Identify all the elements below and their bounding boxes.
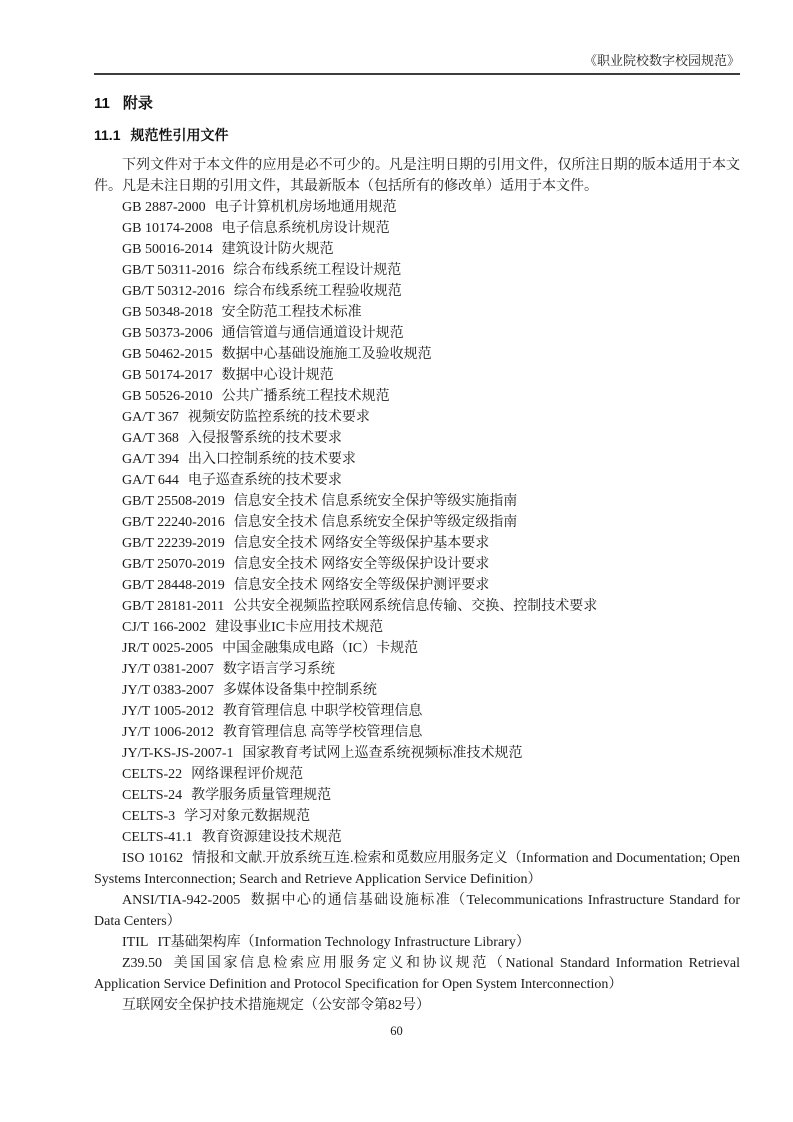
- reference-item: [94, 932, 740, 953]
- reference-code: CELTS-3: [122, 809, 176, 824]
- reference-code: GB 50348-2018: [122, 305, 213, 320]
- reference-item: [94, 512, 740, 533]
- reference-title: 公共安全视频监控联网系统信息传输、交换、控制技术要求: [233, 599, 598, 614]
- reference-item: [94, 827, 740, 848]
- reference-item: [94, 533, 740, 554]
- reference-code: GB/T 25070-2019: [122, 557, 225, 572]
- subsection-number: 11.1: [94, 127, 121, 143]
- reference-title: 综合布线系统工程设计规范: [233, 263, 402, 278]
- reference-title: 国家教育考试网上巡查系统视频标准技术规范: [242, 746, 523, 761]
- reference-title: 出入口控制系统的技术要求: [187, 452, 356, 467]
- reference-title: 数据中心基础设施施工及验收规范: [221, 347, 432, 362]
- reference-code: GB/T 50312-2016: [122, 284, 225, 299]
- reference-item: [94, 680, 740, 701]
- reference-item: [94, 197, 740, 218]
- reference-title: 电子计算机机房场地通用规范: [214, 200, 397, 215]
- reference-title: 美国国家信息检索应用服务定义和协议规范（National Standard Information Retrieval Application Service Definition and Protocol Specification for Open System Interconnection）: [94, 956, 740, 992]
- running-header-title: 《职业院校数字校园规范》: [583, 53, 740, 68]
- reference-item: [94, 806, 740, 827]
- reference-item: [94, 260, 740, 281]
- reference-code: JR/T 0025-2005: [122, 641, 214, 656]
- reference-item: [94, 407, 740, 428]
- intro-paragraph: 下列文件对于本文件的应用是必不可少的。凡是注明日期的引用文件，仅所注日期的版本适用于本文件。凡是未注日期的引用文件，其最新版本（包括所有的修改单）适用于本文件。: [94, 158, 740, 194]
- reference-title: 数据中心设计规范: [221, 368, 334, 383]
- reference-code: GB/T 50311-2016: [122, 263, 225, 278]
- reference-title: 网络课程评价规范: [191, 767, 304, 782]
- reference-code: CELTS-22: [122, 767, 183, 782]
- reference-item: [94, 365, 740, 386]
- reference-code: GA/T 644: [122, 473, 179, 488]
- section-heading: [94, 95, 740, 112]
- reference-title: 安全防范工程技术标准: [221, 305, 362, 320]
- page-number: 60: [390, 1024, 403, 1038]
- reference-code: GB 50462-2015: [122, 347, 213, 362]
- reference-code: CELTS-41.1: [122, 830, 193, 845]
- reference-title: 公共广播系统工程技术规范: [221, 389, 390, 404]
- reference-item: [94, 638, 740, 659]
- reference-code: GB 10174-2008: [122, 221, 213, 236]
- reference-title: 视频安防监控系统的技术要求: [187, 410, 370, 425]
- reference-code: ISO 10162: [122, 851, 184, 866]
- reference-title: 入侵报警系统的技术要求: [187, 431, 342, 446]
- subsection-title: 规范性引用文件: [130, 127, 229, 143]
- section-title: 附录: [122, 95, 153, 112]
- reference-code: GB/T 22240-2016: [122, 515, 225, 530]
- reference-item: [94, 743, 740, 764]
- reference-title: 教育资源建设技术规范: [201, 830, 342, 845]
- reference-code: ANSI/TIA-942-2005: [122, 893, 241, 908]
- reference-code: Z39.50: [122, 956, 163, 971]
- reference-item: [94, 428, 740, 449]
- reference-code: GB 2887-2000: [122, 200, 206, 215]
- reference-title: 信息安全技术 信息系统安全保护等级定级指南: [233, 515, 518, 530]
- reference-item: [94, 575, 740, 596]
- reference-code: GA/T 368: [122, 431, 179, 446]
- reference-title: 信息安全技术 网络安全等级保护基本要求: [233, 536, 490, 551]
- reference-code: GB 50373-2006: [122, 326, 213, 341]
- reference-code: JY/T-KS-JS-2007-1: [122, 746, 234, 761]
- section-number: 11: [94, 95, 110, 112]
- reference-item: [94, 554, 740, 575]
- running-header: [94, 53, 740, 69]
- references-list: [94, 197, 740, 1016]
- reference-title: IT基础架构库（Information Technology Infrastructure Library）: [157, 935, 530, 950]
- reference-title: 通信管道与通信通道设计规范: [221, 326, 404, 341]
- reference-title: 教学服务质量管理规范: [191, 788, 332, 803]
- reference-title: 多媒体设备集中控制系统: [222, 683, 377, 698]
- reference-title: 教育管理信息 中职学校管理信息: [222, 704, 423, 719]
- reference-code: GB/T 28181-2011: [122, 599, 225, 614]
- reference-title: 建设事业IC卡应用技术规范: [215, 620, 384, 635]
- reference-item: [94, 281, 740, 302]
- reference-title: 信息安全技术 网络安全等级保护设计要求: [233, 557, 490, 572]
- reference-item: [94, 764, 740, 785]
- reference-item: [94, 218, 740, 239]
- reference-item: [94, 449, 740, 470]
- reference-code: GA/T 394: [122, 452, 179, 467]
- reference-code: CELTS-24: [122, 788, 183, 803]
- reference-title: 信息安全技术 信息系统安全保护等级实施指南: [233, 494, 518, 509]
- reference-item: [94, 890, 740, 932]
- reference-code: JY/T 1006-2012: [122, 725, 214, 740]
- reference-code: GB/T 28448-2019: [122, 578, 225, 593]
- reference-item: [94, 323, 740, 344]
- reference-item: [94, 470, 740, 491]
- reference-code: ITIL: [122, 935, 149, 950]
- reference-code: CJ/T 166-2002: [122, 620, 207, 635]
- reference-item: [94, 302, 740, 323]
- reference-item: [94, 617, 740, 638]
- reference-title: 互联网安全保护技术措施规定（公安部令第82号）: [122, 998, 430, 1013]
- reference-item: [94, 701, 740, 722]
- subsection-heading: [94, 127, 740, 143]
- reference-code: GA/T 367: [122, 410, 179, 425]
- reference-title: 电子信息系统机房设计规范: [221, 221, 390, 236]
- reference-code: JY/T 0381-2007: [122, 662, 214, 677]
- reference-item: [94, 953, 740, 995]
- reference-code: GB/T 22239-2019: [122, 536, 225, 551]
- reference-code: GB 50174-2017: [122, 368, 213, 383]
- reference-title: 信息安全技术 网络安全等级保护测评要求: [233, 578, 490, 593]
- reference-item: [94, 344, 740, 365]
- reference-item: [94, 659, 740, 680]
- reference-code: GB 50016-2014: [122, 242, 213, 257]
- reference-item: [94, 386, 740, 407]
- reference-item: [94, 848, 740, 890]
- reference-title: 综合布线系统工程验收规范: [233, 284, 402, 299]
- reference-code: GB 50526-2010: [122, 389, 213, 404]
- reference-item: [94, 995, 740, 1016]
- reference-title: 建筑设计防火规范: [221, 242, 334, 257]
- reference-item: [94, 596, 740, 617]
- reference-item: [94, 785, 740, 806]
- reference-code: JY/T 0383-2007: [122, 683, 214, 698]
- reference-title: 数字语言学习系统: [222, 662, 335, 677]
- header-rule: [94, 73, 740, 75]
- reference-title: 电子巡查系统的技术要求: [187, 473, 342, 488]
- reference-title: 数据中心的通信基础设施标准（Telecommunications Infrastructure Standard for Data Centers）: [94, 893, 740, 929]
- reference-item: [94, 722, 740, 743]
- reference-code: JY/T 1005-2012: [122, 704, 214, 719]
- reference-title: 中国金融集成电路（IC）卡规范: [222, 641, 419, 656]
- reference-title: 学习对象元数据规范: [184, 809, 311, 824]
- reference-title: 教育管理信息 高等学校管理信息: [222, 725, 423, 740]
- reference-item: [94, 491, 740, 512]
- reference-title: 情报和文献.开放系统互连.检索和觅数应用服务定义（Information and Documentation; Open Systems Interconnection; Search and Retrieve Application Service Definition）: [94, 851, 741, 887]
- reference-item: [94, 239, 740, 260]
- reference-code: GB/T 25508-2019: [122, 494, 225, 509]
